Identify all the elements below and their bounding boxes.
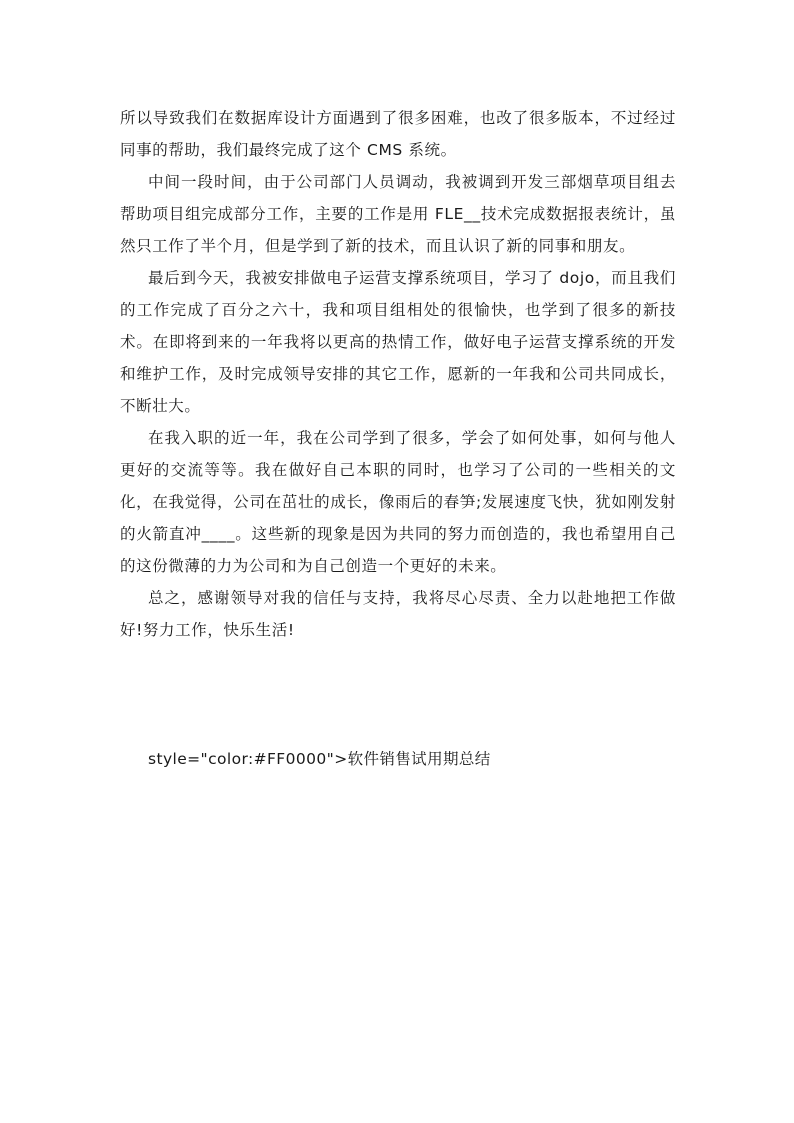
- footer-title-line: style="color:#FF0000">软件销售试用期总结: [148, 750, 491, 768]
- paragraph-2: 中间一段时间，由于公司部门人员调动，我被调到开发三部烟草项目组去帮助项目组完成部分工作，主要的工作是用 FLE__技术完成数据报表统计，虽然只工作了半个月，但是学到了新的技术，而且认识了新的同事和朋友。: [120, 173, 676, 255]
- paragraph-1: 所以导致我们在数据库设计方面遇到了很多困难，也改了很多版本，不过经过同事的帮助，我们最终完成了这个 CMS 系统。: [120, 109, 676, 159]
- paragraph-5: 总之，感谢领导对我的信任与支持，我将尽心尽责、全力以赴地把工作做好!努力工作，快乐生活!: [120, 589, 676, 639]
- paragraph-4: 在我入职的近一年，我在公司学到了很多，学会了如何处事，如何与他人更好的交流等等。我在做好自己本职的同时，也学习了公司的一些相关的文化，在我觉得，公司在茁壮的成长，像雨后的春笋;发展速度飞快，犹如刚发射的火箭直冲____。这些新的现象是因为共同的努力而创造的，我也希望用自己的这份微薄的力为公司和为自己创造一个更好的未来。: [120, 429, 676, 575]
- document-body: [120, 102, 676, 646]
- paragraph-3: 最后到今天，我被安排做电子运营支撑系统项目，学习了 dojo，而且我们的工作完成了百分之六十，我和项目组相处的很愉快，也学到了很多的新技术。在即将到来的一年我将以更高的热情工作，做好电子运营支撑系统的开发和维护工作，及时完成领导安排的其它工作，愿新的一年我和公司共同成长，不断壮大。: [120, 269, 676, 415]
